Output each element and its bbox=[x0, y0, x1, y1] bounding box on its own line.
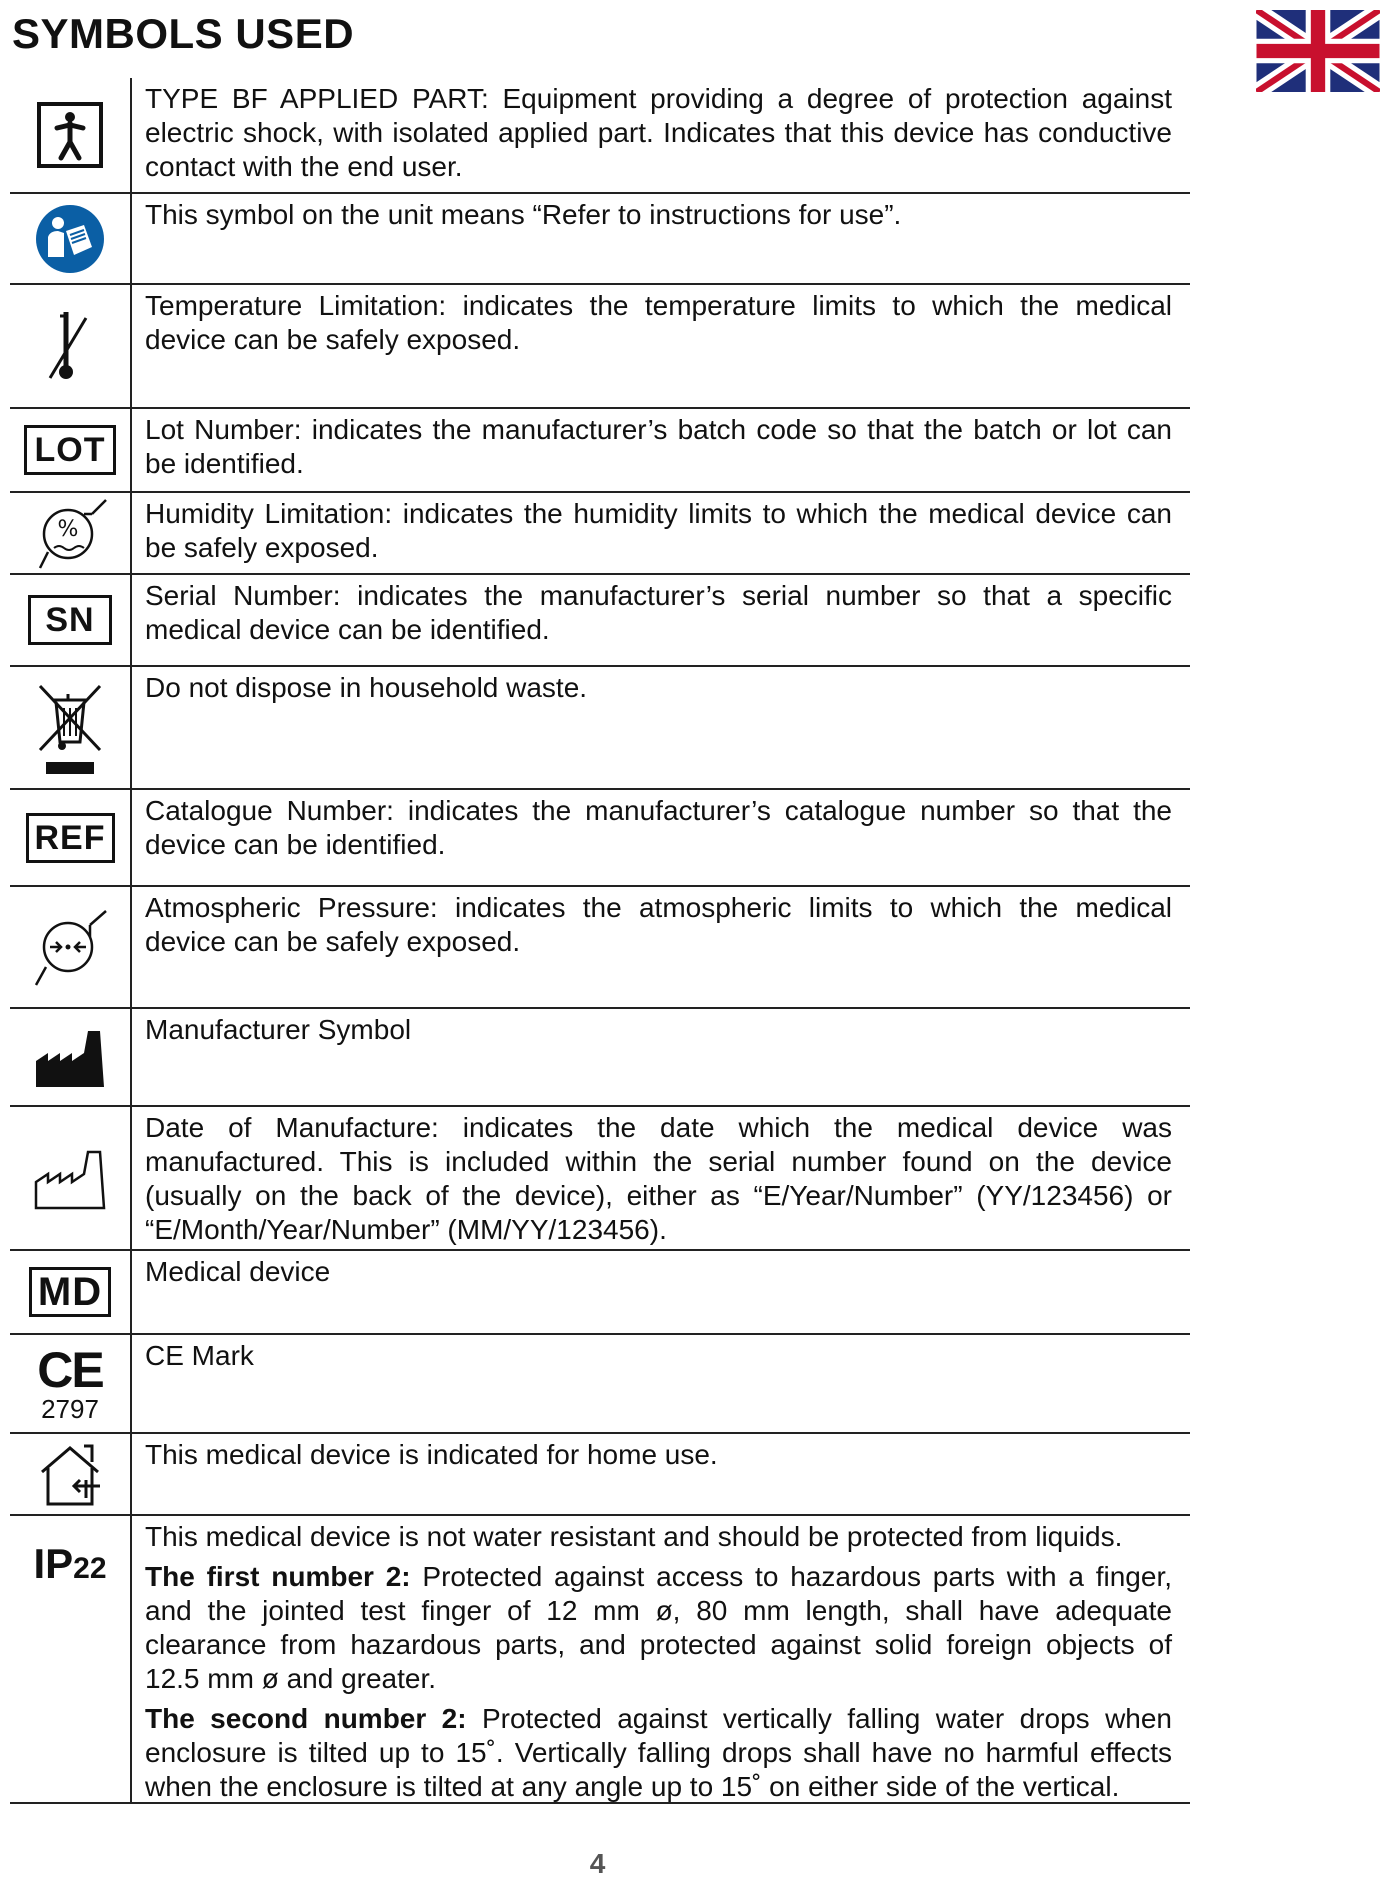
uk-flag-icon bbox=[1256, 10, 1380, 92]
ip-first-number-label: The first number 2: bbox=[145, 1561, 411, 1592]
symbol-description: Do not dispose in household waste. bbox=[145, 672, 588, 703]
page-number: 4 bbox=[589, 1848, 606, 1879]
ip-second-number-description: The second number 2: Protected against vertically falling water drops when enclosure is tilted up to 15˚. Vertically falling drops shall have no harmful effects when the enclosure is tilted at any angle up to 15˚ on either side of the vertical. bbox=[145, 1703, 1173, 1802]
md-icon-label: MD bbox=[29, 1267, 111, 1317]
symbol-description: This medical device is indicated for home use. bbox=[145, 1439, 718, 1470]
ref-icon-label: REF bbox=[26, 813, 115, 863]
ip-first-number-description: The first number 2: Protected against access to hazardous parts with a finger, and the jointed test finger of 12 mm ø, 80 mm length, shall have adequate clearance from hazardous parts, and protected against solid foreign objects of 12.5 mm ø and greater. bbox=[145, 1561, 1172, 1694]
symbol-row bbox=[10, 790, 1190, 887]
symbol-row bbox=[10, 285, 1190, 409]
symbol-description: TYPE BF APPLIED PART: Equipment providing a degree of protection against electric shock, with isolated applied part. Indicates that this device has conductive contact with the end user. bbox=[145, 83, 1172, 182]
symbol-description: Temperature Limitation: indicates the temperature limits to which the medical device can be safely exposed. bbox=[145, 290, 1172, 355]
refer-to-instructions-icon bbox=[10, 194, 132, 283]
symbol-row bbox=[10, 409, 1190, 493]
symbol-row bbox=[10, 887, 1190, 1009]
symbol-description: Catalogue Number: indicates the manufacturer’s catalogue number so that the device can be identified. bbox=[145, 795, 1172, 860]
symbol-description: Medical device bbox=[145, 1256, 331, 1287]
symbol-description: Date of Manufacture: indicates the date which the medical device was manufactured. This is included within the serial number found on the device (usually on the back of the device), either as “E/Year/Number” (YY/123456) or “E/Month/Year/Number” (MM/YY/123456). bbox=[145, 1112, 1172, 1245]
symbol-row bbox=[10, 667, 1190, 790]
svg-text:%: % bbox=[57, 517, 79, 542]
symbol-description: This symbol on the unit means “Refer to instructions for use”. bbox=[145, 199, 902, 230]
ref-icon bbox=[10, 790, 132, 885]
ce-notified-body-number: 2797 bbox=[41, 1393, 99, 1424]
symbol-description: CE Mark bbox=[145, 1340, 254, 1371]
symbol-row bbox=[10, 194, 1190, 285]
symbol-row bbox=[10, 1251, 1190, 1335]
symbol-row bbox=[10, 575, 1190, 667]
serial-number-icon bbox=[10, 575, 132, 665]
symbol-description: Humidity Limitation: indicates the humidity limits to which the medical device can be safely exposed. bbox=[145, 498, 1172, 563]
symbol-row bbox=[10, 78, 1190, 194]
symbols-table bbox=[10, 78, 1190, 1804]
symbol-description: Manufacturer Symbol bbox=[145, 1014, 412, 1045]
symbol-row bbox=[10, 493, 1190, 575]
page-title: SYMBOLS USED bbox=[12, 10, 355, 57]
sn-icon-label: SN bbox=[28, 595, 111, 645]
ce-mark-icon bbox=[10, 1335, 132, 1432]
lot-icon-label: LOT bbox=[24, 425, 117, 475]
symbol-description: Atmospheric Pressure: indicates the atmospheric limits to which the medical device can be safely exposed. bbox=[145, 892, 1172, 957]
lot-icon bbox=[10, 409, 132, 491]
ip-label: IP bbox=[33, 1540, 74, 1587]
home-use-icon bbox=[10, 1434, 132, 1514]
symbol-description: Lot Number: indicates the manufacturer’s batch code so that the batch or lot can be identified. bbox=[145, 414, 1172, 479]
ip-rating-number: 22 bbox=[73, 1552, 107, 1585]
symbol-description: Serial Number: indicates the manufacturer’s serial number so that a specific medical device can be identified. bbox=[145, 580, 1172, 645]
ip-second-number-label: The second number 2: bbox=[145, 1703, 467, 1734]
symbol-row bbox=[10, 1107, 1190, 1251]
ce-mark-label: CE bbox=[37, 1341, 103, 1398]
atmospheric-pressure-icon bbox=[10, 887, 132, 1007]
symbol-description: This medical device is not water resistant and should be protected from liquids. bbox=[145, 1521, 1123, 1552]
date-of-manufacture-icon bbox=[10, 1107, 132, 1249]
type-bf-applied-part-icon bbox=[10, 78, 132, 192]
symbol-row bbox=[10, 1009, 1190, 1107]
md-icon bbox=[10, 1251, 132, 1333]
manufacturer-icon bbox=[10, 1009, 132, 1105]
humidity-limitation-icon bbox=[10, 493, 132, 573]
symbol-row bbox=[10, 1434, 1190, 1516]
ip22-icon bbox=[10, 1516, 132, 1802]
weee-crossed-bin-icon bbox=[10, 667, 132, 788]
symbol-row bbox=[10, 1335, 1190, 1434]
temperature-limitation-icon bbox=[10, 285, 132, 407]
symbol-row bbox=[10, 1516, 1190, 1804]
